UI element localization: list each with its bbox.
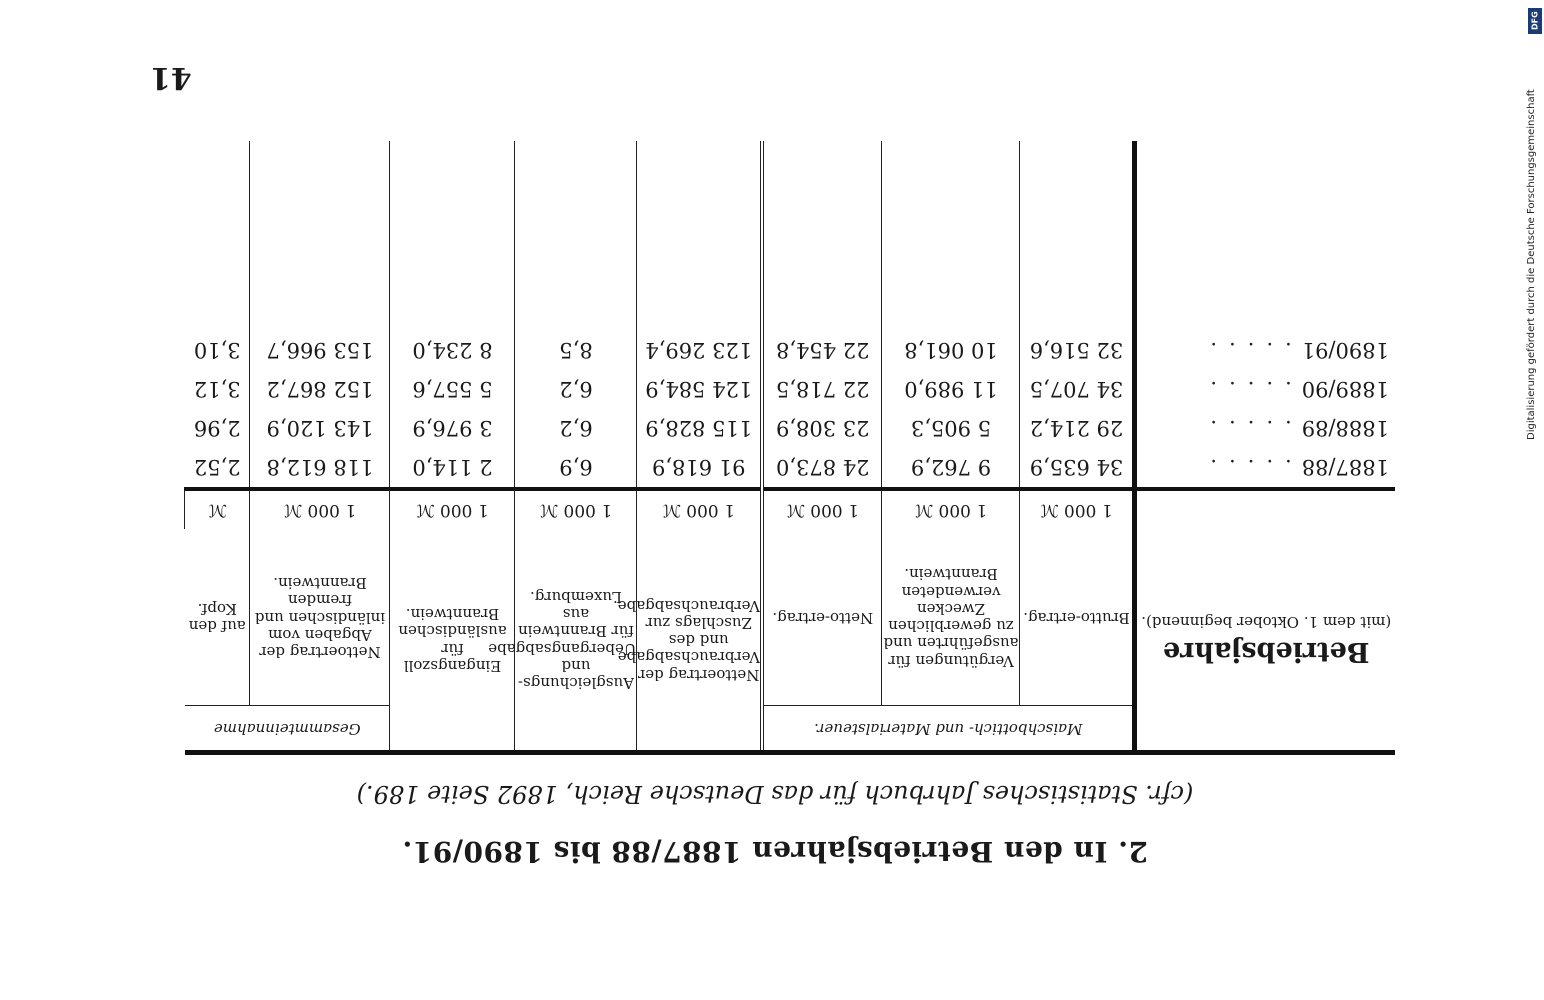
table-cell: 11 989,0	[882, 370, 1020, 409]
years-header-title: Betriebsjahre	[1163, 635, 1370, 667]
digitization-credit: Digitalisierung gefördert durch die Deutsche Forschungsgemeinschaft	[1526, 89, 1537, 440]
table-cell: 3,12	[193, 377, 241, 402]
spirits-tax-table	[184, 141, 1395, 755]
unit-cell: 1 000 ℳ	[1020, 489, 1135, 529]
table-cell: 2,52	[193, 455, 241, 480]
table-row	[185, 331, 1395, 370]
units-row	[185, 489, 1395, 529]
table-cell: 8 234,0	[390, 331, 515, 370]
table-cell: 24 873,0	[762, 448, 882, 489]
table-cell: 34 707,5	[1020, 370, 1135, 409]
unit-cell: 1 000 ℳ	[882, 489, 1020, 529]
column-header-2: Vergütungen für ausgeführten und zu gewerblichen Zwecken verwendeten Branntwein.	[882, 529, 1020, 706]
table-cell: 3 976,9	[390, 409, 515, 448]
unit-cell: ℳ	[185, 489, 250, 529]
years-header-subtitle: (mit dem 1. Oktober beginnend).	[1141, 612, 1392, 631]
year-cell: 1887/88.....	[1135, 448, 1395, 489]
table-cell: 152 867,2	[250, 370, 390, 409]
table-cell: 115 828,9	[637, 409, 762, 448]
table-cell: 91 618,9	[637, 448, 762, 489]
unit-cell: 1 000 ℳ	[250, 489, 390, 529]
table-cell: 3,10	[193, 338, 241, 363]
table-cell: 8,5	[515, 331, 637, 370]
year-cell: 1889/90.....	[1135, 370, 1395, 409]
table-cell: 153 966,7	[250, 331, 390, 370]
table-cell: 6,9	[515, 448, 637, 489]
years-column-header	[1135, 529, 1395, 753]
group-header-maischbottich: Maischbottich- und Materialsteuer.	[762, 706, 1135, 753]
table-cell: 6,2	[515, 409, 637, 448]
table-filler-row	[185, 141, 1395, 331]
units-cell-empty	[1135, 489, 1395, 529]
year-cell: 1888/89.....	[1135, 409, 1395, 448]
unit-cell: 1 000 ℳ	[390, 489, 515, 529]
table-cell: 5 557,6	[390, 370, 515, 409]
column-header-1: Brutto-ertrag.	[1020, 529, 1135, 706]
column-header-3: Netto-ertrag.	[762, 529, 882, 706]
table-cell: 2,96	[193, 416, 241, 441]
table-cell: 22 454,8	[762, 331, 882, 370]
section-heading: 2. In den Betriebsjahren 1887/88 bis 1890/91.	[402, 835, 1148, 868]
table-cell: 23 308,9	[762, 409, 882, 448]
table-cell: 118 612,8	[250, 448, 390, 489]
table-cell: 29 214,2	[1020, 409, 1135, 448]
group-header-row	[185, 706, 1395, 753]
column-header-6: Eingangszoll für ausländischen Branntwein.	[390, 529, 515, 753]
unit-cell: 1 000 ℳ	[515, 489, 637, 529]
table-cell: 9 762,9	[882, 448, 1020, 489]
group-header-gesamteinnahme: Gesammteinnahme	[185, 706, 390, 753]
table-cell: 22 718,5	[762, 370, 882, 409]
table-cell: 34 635,9	[1020, 448, 1135, 489]
column-header-8: auf den Kopf.	[188, 600, 246, 636]
column-header-5: Ausgleichungs- und Uebergangsabgabe für Branntwein aus Luxemburg.	[515, 529, 637, 753]
table-row	[185, 409, 1395, 448]
table-cell: 6,2	[515, 370, 637, 409]
digitization-stamp	[1516, 8, 1544, 448]
table-row	[185, 448, 1395, 489]
table-cell: 10 061,8	[882, 331, 1020, 370]
column-header-7: Nettoertrag der Abgaben vom inländischen und fremden Branntwein.	[250, 529, 390, 706]
table-cell: 5 905,3	[882, 409, 1020, 448]
year-label: 1887/88	[1301, 455, 1389, 480]
table-cell: 32 516,6	[1020, 331, 1135, 370]
page-number: 41	[150, 60, 192, 95]
year-cell: 1890/91.....	[1135, 331, 1395, 370]
year-label: 1888/89	[1301, 416, 1389, 441]
source-note: (cfr. Statistisches Jahrbuch für das Deutsche Reich, 1892 Seite 189.)	[356, 780, 1194, 808]
year-label: 1890/91	[1301, 338, 1389, 363]
year-label: 1889/90	[1301, 377, 1389, 402]
table-cell: 123 269,4	[637, 331, 762, 370]
table-cell: 2 114,0	[390, 448, 515, 489]
dfg-logo: DFG	[1528, 8, 1542, 34]
table-cell: 143 120,9	[250, 409, 390, 448]
column-header-4: Nettoertrag der Verbrauchsabgabe und des Zuschlags zur Verbrauchsabgabe.	[637, 529, 762, 753]
unit-cell: 1 000 ℳ	[637, 489, 762, 529]
table-row	[185, 370, 1395, 409]
rotated-page-content	[150, 60, 1400, 920]
table-cell: 124 584,9	[637, 370, 762, 409]
unit-cell: 1 000 ℳ	[762, 489, 882, 529]
